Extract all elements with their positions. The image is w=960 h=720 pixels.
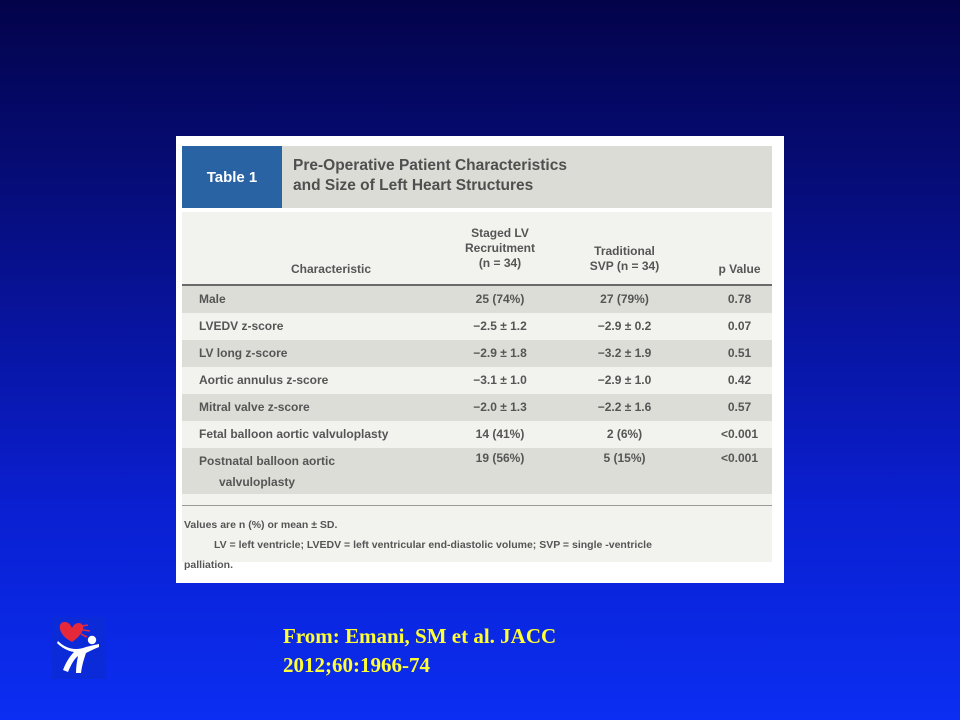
- cell-staged: −2.9 ± 1.8: [473, 346, 527, 360]
- cell-characteristic-line2: valvuloplasty: [219, 475, 296, 489]
- table-row: [182, 286, 772, 313]
- table-row: [182, 340, 772, 367]
- cell-characteristic: Fetal balloon aortic valvuloplasty: [199, 427, 389, 441]
- header-staged-line2: Recruitment: [464, 241, 535, 255]
- header-traditional-line1: Traditional: [594, 244, 655, 258]
- cell-pvalue: <0.001: [720, 427, 759, 441]
- cell-traditional: −2.9 ± 0.2: [597, 319, 652, 333]
- cell-characteristic: Mitral valve z-score: [199, 400, 310, 414]
- header-staged: [440, 226, 560, 271]
- cell-staged: 19 (56%): [475, 451, 525, 465]
- table-row: [182, 313, 772, 340]
- cell-pvalue: 0.57: [727, 400, 752, 414]
- note-values: Values are n (%) or mean ± SD.: [184, 519, 338, 531]
- header-staged-line3: (n = 34): [478, 256, 522, 270]
- cell-staged: −2.0 ± 1.3: [473, 400, 527, 414]
- cell-pvalue: <0.001: [720, 451, 759, 465]
- cell-traditional: −2.9 ± 1.0: [597, 373, 652, 387]
- cell-staged: −3.1 ± 1.0: [473, 373, 527, 387]
- note-abbreviations-cont: palliation.: [184, 559, 234, 571]
- table-notes: [184, 515, 774, 575]
- cell-characteristic: LVEDV z-score: [199, 319, 284, 333]
- cell-traditional: 27 (79%): [600, 292, 649, 306]
- header-traditional-line2: SVP (n = 34): [589, 259, 660, 273]
- cell-pvalue: 0.51: [727, 346, 752, 360]
- cell-characteristic: Aortic annulus z-score: [199, 373, 329, 387]
- cell-pvalue: 0.42: [727, 373, 752, 387]
- heart-person-logo-icon: [52, 617, 106, 679]
- header-staged-line1: Staged LV: [471, 226, 529, 240]
- table-rows: [182, 286, 772, 494]
- cell-pvalue: 0.07: [727, 319, 752, 333]
- table-image: [176, 136, 784, 583]
- header-characteristic: [256, 262, 406, 277]
- cell-traditional: 2 (6%): [606, 427, 643, 441]
- cell-characteristic: LV long z-score: [199, 346, 288, 360]
- table-label: Table 1: [182, 146, 282, 208]
- table-title: [293, 156, 763, 196]
- table-row: [182, 394, 772, 421]
- cell-characteristic: [199, 451, 335, 493]
- cell-staged: 14 (41%): [475, 427, 525, 441]
- footer-rule: [182, 505, 772, 506]
- cell-characteristic: Male: [199, 292, 226, 306]
- header-pvalue-text: p Value: [718, 262, 761, 276]
- header-traditional: [562, 244, 687, 274]
- cell-pvalue: 0.78: [727, 292, 752, 306]
- header-pvalue: [712, 262, 767, 277]
- note-abbreviations: LV = left ventricle; LVEDV = left ventricular end-diastolic volume; SVP = single -ventricle: [214, 539, 652, 551]
- cell-traditional: 5 (15%): [603, 451, 646, 465]
- logo-svg: [52, 617, 106, 679]
- cell-traditional: −2.2 ± 1.6: [597, 400, 652, 414]
- table-title-line1: Pre-Operative Patient Characteristics: [293, 157, 567, 174]
- header-characteristic-text: Characteristic: [290, 262, 372, 276]
- cell-characteristic-line1: Postnatal balloon aortic: [199, 454, 336, 468]
- table-title-line2: and Size of Left Heart Structures: [293, 177, 534, 194]
- cell-traditional: −3.2 ± 1.9: [597, 346, 652, 360]
- cell-staged: 25 (74%): [475, 292, 525, 306]
- table-row: [182, 448, 772, 494]
- table-row: [182, 367, 772, 394]
- citation-line2: 2012;60:1966-74: [283, 653, 430, 677]
- citation: [283, 622, 556, 680]
- citation-line1: From: Emani, SM et al. JACC: [283, 624, 557, 648]
- cell-staged: −2.5 ± 1.2: [473, 319, 527, 333]
- table-row: [182, 421, 772, 448]
